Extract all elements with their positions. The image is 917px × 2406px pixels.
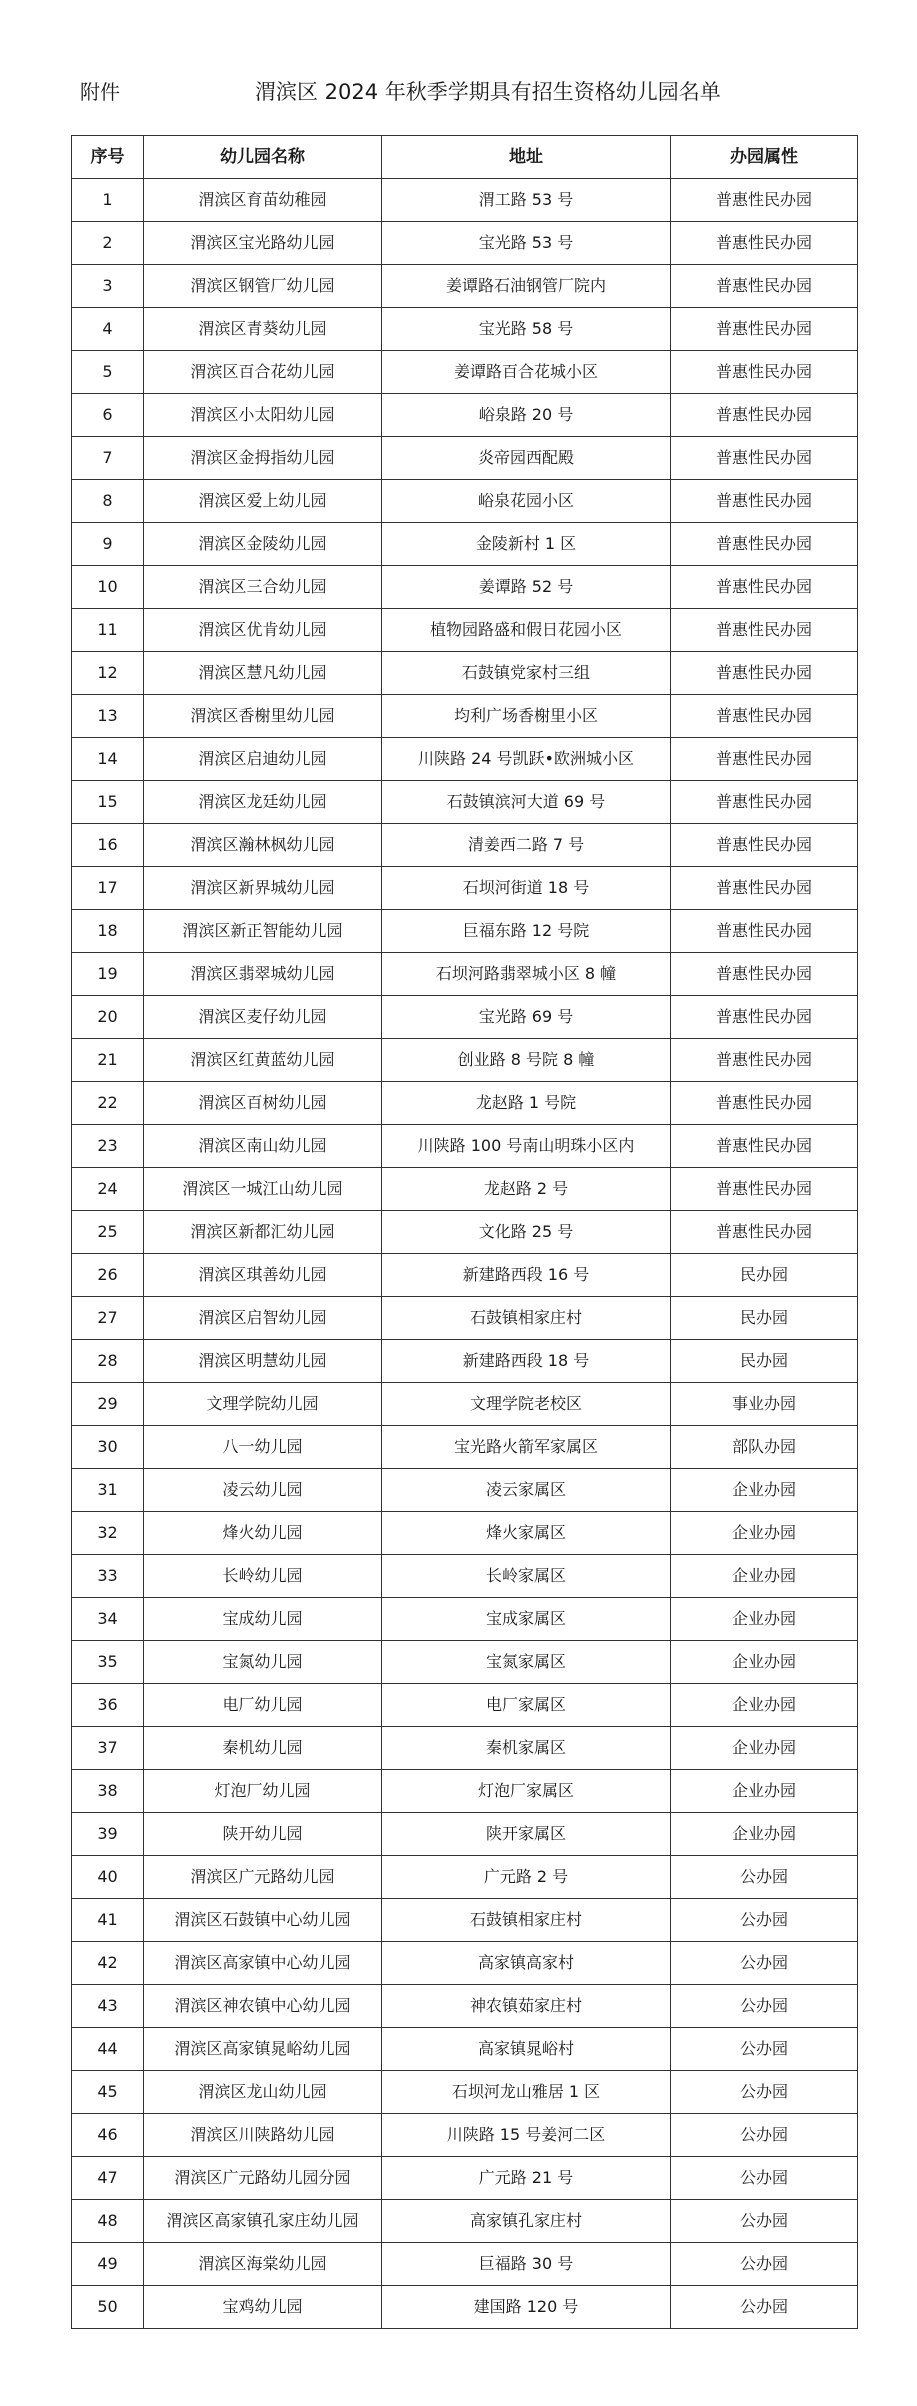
table-row bbox=[72, 1383, 858, 1426]
address-cell: 宝光路 53 号 bbox=[382, 222, 671, 265]
type-cell: 企业办园 bbox=[671, 1641, 858, 1684]
name-cell: 渭滨区南山幼儿园 bbox=[144, 1125, 382, 1168]
address-cell: 宝光路 58 号 bbox=[382, 308, 671, 351]
number-cell: 28 bbox=[72, 1340, 144, 1383]
table-row bbox=[72, 1899, 858, 1942]
type-cell: 普惠性民办园 bbox=[671, 1211, 858, 1254]
table-row bbox=[72, 910, 858, 953]
type-cell: 普惠性民办园 bbox=[671, 308, 858, 351]
address-cell: 金陵新村 1 区 bbox=[382, 523, 671, 566]
address-cell: 高家镇晁峪村 bbox=[382, 2028, 671, 2071]
name-cell: 渭滨区神农镇中心幼儿园 bbox=[144, 1985, 382, 2028]
table-row bbox=[72, 1770, 858, 1813]
type-cell: 公办园 bbox=[671, 2157, 858, 2200]
table-row bbox=[72, 2028, 858, 2071]
address-cell: 灯泡厂家属区 bbox=[382, 1770, 671, 1813]
address-cell: 广元路 2 号 bbox=[382, 1856, 671, 1899]
table-row bbox=[72, 2157, 858, 2200]
number-cell: 30 bbox=[72, 1426, 144, 1469]
type-cell: 公办园 bbox=[671, 2114, 858, 2157]
number-cell: 48 bbox=[72, 2200, 144, 2243]
number-cell: 31 bbox=[72, 1469, 144, 1512]
type-cell: 企业办园 bbox=[671, 1813, 858, 1856]
type-cell: 普惠性民办园 bbox=[671, 996, 858, 1039]
type-cell: 公办园 bbox=[671, 2028, 858, 2071]
type-cell: 公办园 bbox=[671, 1856, 858, 1899]
name-cell: 渭滨区龙廷幼儿园 bbox=[144, 781, 382, 824]
table-row bbox=[72, 867, 858, 910]
address-cell: 石鼓镇党家村三组 bbox=[382, 652, 671, 695]
type-cell: 普惠性民办园 bbox=[671, 738, 858, 781]
number-cell: 47 bbox=[72, 2157, 144, 2200]
number-cell: 33 bbox=[72, 1555, 144, 1598]
address-cell: 石鼓镇滨河大道 69 号 bbox=[382, 781, 671, 824]
name-cell: 渭滨区育苗幼稚园 bbox=[144, 179, 382, 222]
table-row bbox=[72, 1598, 858, 1641]
table-row bbox=[72, 1856, 858, 1899]
address-cell: 新建路西段 18 号 bbox=[382, 1340, 671, 1383]
number-cell: 14 bbox=[72, 738, 144, 781]
name-cell: 宝氮幼儿园 bbox=[144, 1641, 382, 1684]
name-cell: 渭滨区金陵幼儿园 bbox=[144, 523, 382, 566]
table-row bbox=[72, 1684, 858, 1727]
address-cell: 巨福路 30 号 bbox=[382, 2243, 671, 2286]
table-row bbox=[72, 1082, 858, 1125]
number-cell: 12 bbox=[72, 652, 144, 695]
address-cell: 渭工路 53 号 bbox=[382, 179, 671, 222]
number-cell: 20 bbox=[72, 996, 144, 1039]
address-cell: 均利广场香榭里小区 bbox=[382, 695, 671, 738]
table-header-row bbox=[72, 136, 858, 179]
number-cell: 40 bbox=[72, 1856, 144, 1899]
name-cell: 渭滨区新界城幼儿园 bbox=[144, 867, 382, 910]
number-cell: 6 bbox=[72, 394, 144, 437]
type-cell: 普惠性民办园 bbox=[671, 781, 858, 824]
table-row bbox=[72, 480, 858, 523]
type-cell: 普惠性民办园 bbox=[671, 437, 858, 480]
name-cell: 渭滨区明慧幼儿园 bbox=[144, 1340, 382, 1383]
name-cell: 渭滨区青葵幼儿园 bbox=[144, 308, 382, 351]
address-cell: 川陕路 15 号姜河二区 bbox=[382, 2114, 671, 2157]
number-cell: 13 bbox=[72, 695, 144, 738]
address-cell: 秦机家属区 bbox=[382, 1727, 671, 1770]
name-cell: 渭滨区川陕路幼儿园 bbox=[144, 2114, 382, 2157]
number-cell: 27 bbox=[72, 1297, 144, 1340]
number-cell: 8 bbox=[72, 480, 144, 523]
type-cell: 普惠性民办园 bbox=[671, 566, 858, 609]
number-cell: 18 bbox=[72, 910, 144, 953]
table-row bbox=[72, 222, 858, 265]
table-row bbox=[72, 1125, 858, 1168]
name-cell: 渭滨区新正智能幼儿园 bbox=[144, 910, 382, 953]
address-cell: 凌云家属区 bbox=[382, 1469, 671, 1512]
type-cell: 部队办园 bbox=[671, 1426, 858, 1469]
name-cell: 渭滨区钢管厂幼儿园 bbox=[144, 265, 382, 308]
name-cell: 陕开幼儿园 bbox=[144, 1813, 382, 1856]
type-cell: 普惠性民办园 bbox=[671, 351, 858, 394]
name-cell: 秦机幼儿园 bbox=[144, 1727, 382, 1770]
table-row bbox=[72, 1168, 858, 1211]
number-cell: 3 bbox=[72, 265, 144, 308]
type-cell: 企业办园 bbox=[671, 1684, 858, 1727]
name-cell: 渭滨区石鼓镇中心幼儿园 bbox=[144, 1899, 382, 1942]
name-cell: 渭滨区广元路幼儿园分园 bbox=[144, 2157, 382, 2200]
address-cell: 石鼓镇相家庄村 bbox=[382, 1297, 671, 1340]
type-cell: 普惠性民办园 bbox=[671, 265, 858, 308]
number-cell: 17 bbox=[72, 867, 144, 910]
type-cell: 企业办园 bbox=[671, 1469, 858, 1512]
type-cell: 公办园 bbox=[671, 2286, 858, 2329]
number-cell: 1 bbox=[72, 179, 144, 222]
number-cell: 19 bbox=[72, 953, 144, 996]
name-cell: 渭滨区翡翠城幼儿园 bbox=[144, 953, 382, 996]
type-cell: 公办园 bbox=[671, 2071, 858, 2114]
number-cell: 43 bbox=[72, 1985, 144, 2028]
type-cell: 普惠性民办园 bbox=[671, 824, 858, 867]
address-cell: 巨福东路 12 号院 bbox=[382, 910, 671, 953]
address-cell: 长岭家属区 bbox=[382, 1555, 671, 1598]
number-cell: 15 bbox=[72, 781, 144, 824]
table-body bbox=[72, 179, 858, 2329]
name-cell: 宝成幼儿园 bbox=[144, 1598, 382, 1641]
type-cell: 普惠性民办园 bbox=[671, 652, 858, 695]
name-cell: 渭滨区启智幼儿园 bbox=[144, 1297, 382, 1340]
name-cell: 渭滨区一城江山幼儿园 bbox=[144, 1168, 382, 1211]
table-row bbox=[72, 1813, 858, 1856]
table-row bbox=[72, 308, 858, 351]
name-cell: 渭滨区高家镇晁峪幼儿园 bbox=[144, 2028, 382, 2071]
type-cell: 公办园 bbox=[671, 1985, 858, 2028]
number-cell: 50 bbox=[72, 2286, 144, 2329]
number-cell: 11 bbox=[72, 609, 144, 652]
type-cell: 普惠性民办园 bbox=[671, 953, 858, 996]
number-cell: 32 bbox=[72, 1512, 144, 1555]
table-row bbox=[72, 2071, 858, 2114]
address-cell: 龙赵路 2 号 bbox=[382, 1168, 671, 1211]
type-cell: 民办园 bbox=[671, 1297, 858, 1340]
address-cell: 石坝河龙山雅居 1 区 bbox=[382, 2071, 671, 2114]
address-cell: 宝光路 69 号 bbox=[382, 996, 671, 1039]
type-cell: 企业办园 bbox=[671, 1770, 858, 1813]
table-row bbox=[72, 1985, 858, 2028]
address-cell: 宝成家属区 bbox=[382, 1598, 671, 1641]
type-cell: 企业办园 bbox=[671, 1555, 858, 1598]
type-cell: 普惠性民办园 bbox=[671, 179, 858, 222]
number-cell: 41 bbox=[72, 1899, 144, 1942]
column-header-name: 幼儿园名称 bbox=[144, 136, 382, 179]
number-cell: 49 bbox=[72, 2243, 144, 2286]
address-cell: 新建路西段 16 号 bbox=[382, 1254, 671, 1297]
type-cell: 普惠性民办园 bbox=[671, 480, 858, 523]
number-cell: 25 bbox=[72, 1211, 144, 1254]
name-cell: 渭滨区爱上幼儿园 bbox=[144, 480, 382, 523]
name-cell: 渭滨区慧凡幼儿园 bbox=[144, 652, 382, 695]
name-cell: 渭滨区红黄蓝幼儿园 bbox=[144, 1039, 382, 1082]
name-cell: 渭滨区琪善幼儿园 bbox=[144, 1254, 382, 1297]
type-cell: 民办园 bbox=[671, 1254, 858, 1297]
name-cell: 渭滨区百树幼儿园 bbox=[144, 1082, 382, 1125]
column-header-type: 办园属性 bbox=[671, 136, 858, 179]
number-cell: 7 bbox=[72, 437, 144, 480]
address-cell: 宝氮家属区 bbox=[382, 1641, 671, 1684]
table-row bbox=[72, 1426, 858, 1469]
table-row bbox=[72, 265, 858, 308]
address-cell: 创业路 8 号院 8 幢 bbox=[382, 1039, 671, 1082]
type-cell: 普惠性民办园 bbox=[671, 523, 858, 566]
address-cell: 姜谭路百合花城小区 bbox=[382, 351, 671, 394]
type-cell: 公办园 bbox=[671, 2200, 858, 2243]
number-cell: 42 bbox=[72, 1942, 144, 1985]
table-row bbox=[72, 1727, 858, 1770]
table-row bbox=[72, 1297, 858, 1340]
name-cell: 渭滨区三合幼儿园 bbox=[144, 566, 382, 609]
name-cell: 渭滨区高家镇孔家庄幼儿园 bbox=[144, 2200, 382, 2243]
table-row bbox=[72, 2200, 858, 2243]
table-row bbox=[72, 1340, 858, 1383]
address-cell: 清姜西二路 7 号 bbox=[382, 824, 671, 867]
name-cell: 八一幼儿园 bbox=[144, 1426, 382, 1469]
table-row bbox=[72, 179, 858, 222]
table-header bbox=[72, 136, 858, 179]
address-cell: 川陕路 100 号南山明珠小区内 bbox=[382, 1125, 671, 1168]
name-cell: 长岭幼儿园 bbox=[144, 1555, 382, 1598]
table-row bbox=[72, 953, 858, 996]
number-cell: 9 bbox=[72, 523, 144, 566]
name-cell: 渭滨区高家镇中心幼儿园 bbox=[144, 1942, 382, 1985]
number-cell: 5 bbox=[72, 351, 144, 394]
name-cell: 渭滨区广元路幼儿园 bbox=[144, 1856, 382, 1899]
address-cell: 石坝河街道 18 号 bbox=[382, 867, 671, 910]
number-cell: 4 bbox=[72, 308, 144, 351]
address-cell: 川陕路 24 号凯跃•欧洲城小区 bbox=[382, 738, 671, 781]
address-cell: 石鼓镇相家庄村 bbox=[382, 1899, 671, 1942]
type-cell: 普惠性民办园 bbox=[671, 222, 858, 265]
name-cell: 渭滨区小太阳幼儿园 bbox=[144, 394, 382, 437]
number-cell: 16 bbox=[72, 824, 144, 867]
name-cell: 渭滨区启迪幼儿园 bbox=[144, 738, 382, 781]
number-cell: 2 bbox=[72, 222, 144, 265]
address-cell: 广元路 21 号 bbox=[382, 2157, 671, 2200]
type-cell: 企业办园 bbox=[671, 1512, 858, 1555]
type-cell: 公办园 bbox=[671, 1942, 858, 1985]
type-cell: 普惠性民办园 bbox=[671, 1039, 858, 1082]
address-cell: 建国路 120 号 bbox=[382, 2286, 671, 2329]
number-cell: 10 bbox=[72, 566, 144, 609]
table-row bbox=[72, 824, 858, 867]
type-cell: 普惠性民办园 bbox=[671, 910, 858, 953]
table-row bbox=[72, 351, 858, 394]
table-row bbox=[72, 2286, 858, 2329]
column-header-number: 序号 bbox=[72, 136, 144, 179]
address-cell: 神农镇茹家庄村 bbox=[382, 1985, 671, 2028]
type-cell: 普惠性民办园 bbox=[671, 1082, 858, 1125]
name-cell: 灯泡厂幼儿园 bbox=[144, 1770, 382, 1813]
number-cell: 35 bbox=[72, 1641, 144, 1684]
address-cell: 龙赵路 1 号院 bbox=[382, 1082, 671, 1125]
name-cell: 凌云幼儿园 bbox=[144, 1469, 382, 1512]
name-cell: 渭滨区麦仔幼儿园 bbox=[144, 996, 382, 1039]
address-cell: 高家镇高家村 bbox=[382, 1942, 671, 1985]
type-cell: 企业办园 bbox=[671, 1727, 858, 1770]
table-row bbox=[72, 1039, 858, 1082]
name-cell: 烽火幼儿园 bbox=[144, 1512, 382, 1555]
number-cell: 44 bbox=[72, 2028, 144, 2071]
type-cell: 公办园 bbox=[671, 1899, 858, 1942]
number-cell: 39 bbox=[72, 1813, 144, 1856]
address-cell: 姜谭路 52 号 bbox=[382, 566, 671, 609]
document-title: 渭滨区 2024 年秋季学期具有招生资格幼儿园名单 bbox=[255, 80, 721, 104]
name-cell: 渭滨区百合花幼儿园 bbox=[144, 351, 382, 394]
type-cell: 普惠性民办园 bbox=[671, 1168, 858, 1211]
number-cell: 21 bbox=[72, 1039, 144, 1082]
table-row bbox=[72, 781, 858, 824]
attachment-label: 附件 bbox=[80, 80, 120, 104]
address-cell: 植物园路盛和假日花园小区 bbox=[382, 609, 671, 652]
type-cell: 普惠性民办园 bbox=[671, 695, 858, 738]
name-cell: 渭滨区宝光路幼儿园 bbox=[144, 222, 382, 265]
kindergarten-table bbox=[71, 135, 858, 2329]
name-cell: 渭滨区龙山幼儿园 bbox=[144, 2071, 382, 2114]
type-cell: 民办园 bbox=[671, 1340, 858, 1383]
number-cell: 26 bbox=[72, 1254, 144, 1297]
number-cell: 46 bbox=[72, 2114, 144, 2157]
number-cell: 36 bbox=[72, 1684, 144, 1727]
number-cell: 34 bbox=[72, 1598, 144, 1641]
name-cell: 渭滨区优肯幼儿园 bbox=[144, 609, 382, 652]
table-row bbox=[72, 1211, 858, 1254]
address-cell: 峪泉路 20 号 bbox=[382, 394, 671, 437]
table-row bbox=[72, 1641, 858, 1684]
address-cell: 文理学院老校区 bbox=[382, 1383, 671, 1426]
name-cell: 渭滨区金拇指幼儿园 bbox=[144, 437, 382, 480]
table-row bbox=[72, 2114, 858, 2157]
type-cell: 普惠性民办园 bbox=[671, 867, 858, 910]
address-cell: 宝光路火箭军家属区 bbox=[382, 1426, 671, 1469]
table-row bbox=[72, 2243, 858, 2286]
type-cell: 普惠性民办园 bbox=[671, 609, 858, 652]
type-cell: 事业办园 bbox=[671, 1383, 858, 1426]
type-cell: 公办园 bbox=[671, 2243, 858, 2286]
address-cell: 炎帝园西配殿 bbox=[382, 437, 671, 480]
address-cell: 峪泉花园小区 bbox=[382, 480, 671, 523]
table-row bbox=[72, 1942, 858, 1985]
type-cell: 企业办园 bbox=[671, 1598, 858, 1641]
name-cell: 渭滨区海棠幼儿园 bbox=[144, 2243, 382, 2286]
table-row bbox=[72, 1469, 858, 1512]
table-row bbox=[72, 523, 858, 566]
address-cell: 文化路 25 号 bbox=[382, 1211, 671, 1254]
table-row bbox=[72, 394, 858, 437]
number-cell: 45 bbox=[72, 2071, 144, 2114]
document-header bbox=[0, 0, 917, 135]
number-cell: 22 bbox=[72, 1082, 144, 1125]
name-cell: 宝鸡幼儿园 bbox=[144, 2286, 382, 2329]
table-row bbox=[72, 437, 858, 480]
address-cell: 姜谭路石油钢管厂院内 bbox=[382, 265, 671, 308]
table-row bbox=[72, 1555, 858, 1598]
number-cell: 37 bbox=[72, 1727, 144, 1770]
table-row bbox=[72, 695, 858, 738]
address-cell: 陕开家属区 bbox=[382, 1813, 671, 1856]
table-row bbox=[72, 652, 858, 695]
address-cell: 电厂家属区 bbox=[382, 1684, 671, 1727]
number-cell: 24 bbox=[72, 1168, 144, 1211]
number-cell: 38 bbox=[72, 1770, 144, 1813]
table-row bbox=[72, 566, 858, 609]
address-cell: 石坝河路翡翠城小区 8 幢 bbox=[382, 953, 671, 996]
table-row bbox=[72, 1512, 858, 1555]
name-cell: 渭滨区香榭里幼儿园 bbox=[144, 695, 382, 738]
number-cell: 23 bbox=[72, 1125, 144, 1168]
name-cell: 渭滨区瀚林枫幼儿园 bbox=[144, 824, 382, 867]
address-cell: 高家镇孔家庄村 bbox=[382, 2200, 671, 2243]
table-row bbox=[72, 609, 858, 652]
number-cell: 29 bbox=[72, 1383, 144, 1426]
type-cell: 普惠性民办园 bbox=[671, 394, 858, 437]
table-row bbox=[72, 996, 858, 1039]
name-cell: 电厂幼儿园 bbox=[144, 1684, 382, 1727]
column-header-address: 地址 bbox=[382, 136, 671, 179]
address-cell: 烽火家属区 bbox=[382, 1512, 671, 1555]
table-row bbox=[72, 1254, 858, 1297]
name-cell: 文理学院幼儿园 bbox=[144, 1383, 382, 1426]
type-cell: 普惠性民办园 bbox=[671, 1125, 858, 1168]
name-cell: 渭滨区新都汇幼儿园 bbox=[144, 1211, 382, 1254]
table-row bbox=[72, 738, 858, 781]
